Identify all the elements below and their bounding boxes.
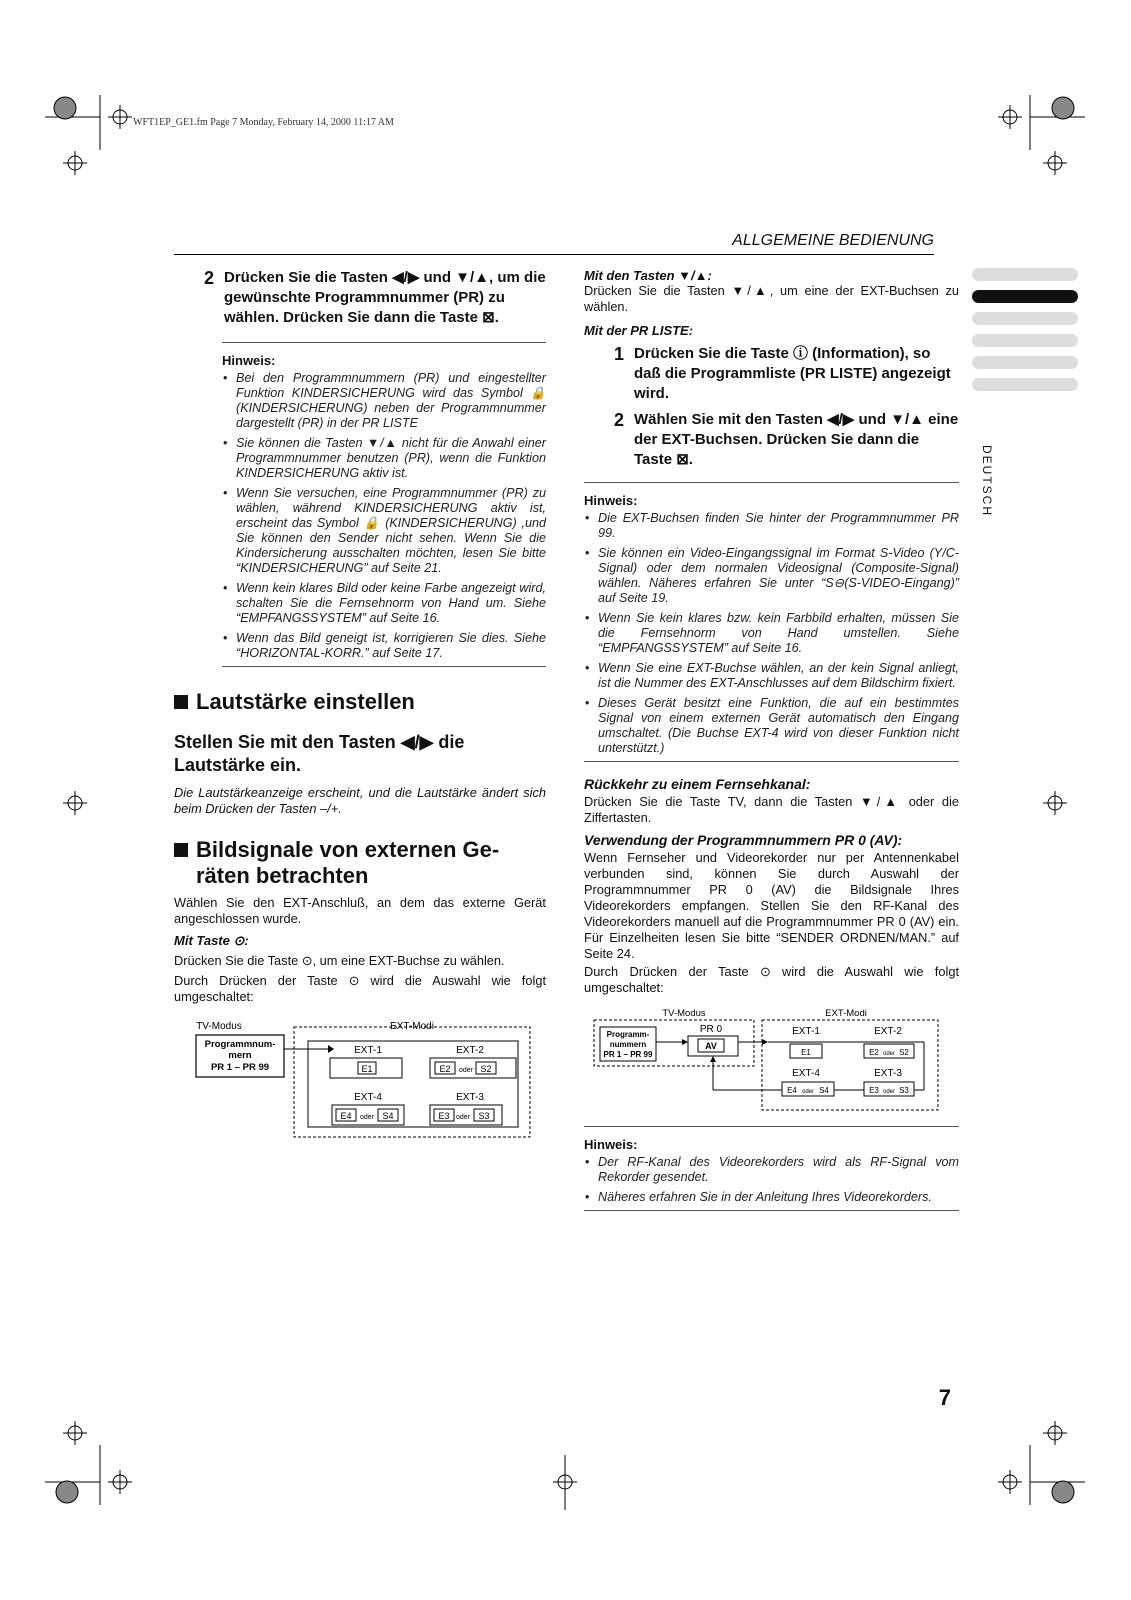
av-label: AV	[705, 1041, 717, 1051]
note-rule	[584, 1126, 959, 1127]
section-bullet	[174, 843, 188, 857]
ext2-label: EXT-2	[874, 1026, 902, 1037]
e2-label: E2	[869, 1048, 879, 1057]
oder-label: oder	[359, 1114, 375, 1121]
right-step-2	[614, 410, 959, 470]
e4-label: E4	[787, 1086, 797, 1095]
side-tab-3	[972, 312, 1078, 325]
e1-label: E1	[801, 1048, 811, 1057]
oder-label: oder	[882, 1089, 896, 1095]
mit-tasten-title: Mit den Tasten ▼/▲:	[584, 268, 712, 283]
ext1-label: EXT-1	[354, 1045, 382, 1056]
mit-tasten-text: Drücken Sie die Tasten ▼/▲, um eine der EXT-Buchsen zu wählen.	[584, 283, 959, 314]
s3-label: S3	[899, 1086, 909, 1095]
step-text: Drücken Sie die Taste ⓘ (Information), so daß die Programmliste (PR LISTE) angezeigt wird.	[634, 345, 951, 402]
note-item: • Sie können ein Video-Eingangssignal im Format S-Video (Y/C-Signal) oder dem normalen Videosignal (Composite-Signal) wählen. Näheres erfahren Sie unter “S⊖(S-VIDEO-Eingang)” auf Seite 19.	[584, 546, 959, 606]
volume-title: Lautstärke einstellen	[196, 689, 415, 714]
header-rule	[174, 254, 934, 255]
step-number: 2	[204, 268, 215, 288]
s4-label: S4	[382, 1111, 394, 1121]
e3-label: E3	[869, 1086, 879, 1095]
oder-label: oder	[458, 1067, 474, 1074]
note-item: • Dieses Gerät besitzt eine Funktion, die auf ein bestimmtes Signal von einem externen Gerät automatisch den Eingang umschaltet. (Die Buchse EXT-4 wird von dieser Funktion nicht unterstützt.)	[584, 696, 959, 756]
prog-box-line: mern	[228, 1050, 252, 1061]
pr0-label: PR 0	[699, 1024, 723, 1035]
step-text-line: wählen. Drücken Sie dann die Taste ⊠.	[224, 309, 499, 326]
right-step-1	[614, 344, 959, 404]
prog-box-line: Programm-	[606, 1030, 650, 1039]
side-tab-active	[972, 290, 1078, 303]
ext-intro: Wählen Sie den EXT-Anschluß, an dem das externe Gerät angeschlossen wurde.	[174, 895, 546, 926]
diagram-tv-label: TV-Modus	[196, 1021, 242, 1032]
note-list	[222, 371, 546, 661]
page-number: 7	[938, 1385, 951, 1410]
note-item: • Wenn Sie eine EXT-Buchse wählen, an der kein Signal anliegt, ist die Nummer des EXT-Anschlusses auf dem Bildschirm fixiert.	[584, 661, 959, 691]
note-item: • Wenn Sie kein klares bzw. kein Farbbild erhalten, müssen Sie die Fernsehnorm von Hand umstellen. Siehe “EMPFANGSSYSTEM” auf Seite 16.	[584, 611, 959, 656]
note-item: • Bei den Programmnummern (PR) und eingestellter Funktion KINDERSICHERUNG wird das Symbol 🔒 (KINDERSICHERUNG) neben der Programmnummer dargestellt (PR) in der PR LISTE	[222, 371, 546, 431]
ext4-label: EXT-4	[792, 1068, 820, 1079]
volume-text: Die Lautstärkeanzeige erscheint, und die Lautstärke ändert sich beim Drücken der Tasten –/+.	[174, 785, 546, 816]
step-number: 2	[614, 410, 625, 430]
step-text-line: gewünschte Programmnummer (PR) zu	[224, 289, 505, 306]
s2-label: S2	[899, 1048, 909, 1057]
note-item: • Der RF-Kanal des Videorekorders wird als RF-Signal vom Rekorder gesendet.	[584, 1155, 959, 1185]
ext3-label: EXT-3	[874, 1068, 902, 1079]
s4-label: S4	[819, 1086, 829, 1095]
e4-label: E4	[340, 1111, 352, 1121]
pr0-text-2: Durch Drücken der Taste ⊙ wird die Auswahl wie folgt umgeschaltet:	[584, 964, 959, 995]
ext-mode-diagram	[174, 1019, 546, 1149]
ext-title-line: Bildsignale von externen Ge-	[196, 837, 500, 862]
e1-label: E1	[361, 1064, 373, 1074]
note-rule	[584, 1210, 959, 1211]
e2-label: E2	[439, 1064, 451, 1074]
pr0-title: Verwendung der Programmnummern PR 0 (AV):	[584, 832, 903, 848]
volume-subtitle: Stellen Sie mit den Tasten ◀/▶ die Lautstärke ein.	[174, 732, 465, 775]
note-list	[584, 1155, 959, 1205]
diagram-ext-label: EXT-Modi	[390, 1021, 434, 1032]
s2-label: S2	[480, 1064, 492, 1074]
mit-pr-liste-title: Mit der PR LISTE:	[584, 323, 694, 338]
side-tab-4	[972, 334, 1078, 347]
pr0-mode-diagram	[584, 1006, 959, 1118]
ext-heading	[174, 837, 546, 889]
pr0-text: Wenn Fernseher und Videorekorder nur per Antennenkabel verbunden sind, können Sie durch Auswahl der Programmnummer PR 0 (AV) die Bildsignale Ihres Videorekorders empfangen. Stellen Sie den RF-Kanal des Videorekorders manuell auf die Programmnummer PR 0 (AV) ein. Für Einzelheiten lesen Sie bitte “SENDER ORDNEN/MAN.” auf Seite 24.	[584, 850, 959, 961]
ext3-label: EXT-3	[456, 1092, 484, 1103]
step-2	[204, 268, 546, 328]
note-title: Hinweis:	[584, 493, 638, 508]
section-bullet	[174, 695, 188, 709]
volume-heading	[174, 689, 546, 715]
file-meta: WFT1EP_GE1.fm Page 7 Monday, February 14, 2000 11:17 AM	[133, 117, 394, 128]
step-number: 1	[614, 344, 625, 364]
oder-label: oder	[801, 1089, 815, 1095]
note-item: • Wenn kein klares Bild oder keine Farbe angezeigt wird, schalten Sie die Fernsehnorm von Hand um. Siehe “EMPFANGSSYSTEM” auf Seite 16.	[222, 581, 546, 626]
ext-paragraph-2: Durch Drücken der Taste ⊙ wird die Auswahl wie folgt umgeschaltet:	[174, 973, 546, 1004]
side-tab-1	[972, 268, 1078, 281]
left-column	[174, 268, 546, 1149]
note-item: • Wenn Sie versuchen, eine Programmnummer (PR) zu wählen, während KINDERSICHERUNG aktiv ist, erscheint das Symbol 🔒 (KINDERSICHERUNG) ,und Sie können den Sender nicht sehen. Wenn Sie die Kindersicherung ausschalten möchten, lesen Sie bitte “KINDERSICHERUNG” auf Seite 21.	[222, 486, 546, 576]
side-language-label: DEUTSCH	[980, 445, 994, 518]
prog-box-line: PR 1 – PR 99	[210, 1062, 270, 1073]
right-column	[584, 268, 959, 1211]
note-box	[222, 353, 546, 661]
diagram-tv-label: TV-Modus	[662, 1008, 706, 1019]
e3-label: E3	[438, 1111, 450, 1121]
note-list	[584, 511, 959, 756]
note-item: • Wenn das Bild geneigt ist, korrigieren Sie dies. Siehe “HORIZONTAL-KORR.” auf Seite 17.	[222, 631, 546, 661]
ext-paragraph-1: Drücken Sie die Taste ⊙, um eine EXT-Buchse zu wählen.	[174, 953, 505, 968]
oder-label: oder	[455, 1114, 471, 1121]
ext2-label: EXT-2	[456, 1045, 484, 1056]
prog-box-line: Programmnum-	[204, 1039, 276, 1050]
note-title: Hinweis:	[222, 353, 276, 368]
section-header: ALLGEMEINE BEDIENUNG	[732, 232, 934, 249]
ext-mit-taste: Mit Taste ⊙:	[174, 933, 249, 948]
prog-box-line: PR 1 – PR 99	[603, 1050, 653, 1059]
side-tab-6	[972, 378, 1078, 391]
note-item: • Die EXT-Buchsen finden Sie hinter der Programmnummer PR 99.	[584, 511, 959, 541]
s3-label: S3	[478, 1111, 490, 1121]
side-tab-5	[972, 356, 1078, 369]
oder-label: oder	[882, 1051, 896, 1057]
step-text: Wählen Sie mit den Tasten ◀/▶ und ▼/▲ eine der EXT-Buchsen. Drücken Sie dann die Taste ⊠.	[634, 411, 959, 468]
note-item: • Näheres erfahren Sie in der Anleitung Ihres Videorekorders.	[584, 1190, 959, 1205]
diagram-ext-label: EXT-Modi	[825, 1008, 867, 1019]
prog-box-line: nummern	[609, 1040, 647, 1049]
note-rule	[584, 482, 959, 483]
ext-title-line: räten betrachten	[196, 863, 369, 888]
note-title: Hinweis:	[584, 1137, 638, 1152]
note-item: • Sie können die Tasten ▼/▲ nicht für die Anwahl einer Programmnummer benutzen (PR), wenn die Funktion KINDERSICHERUNG aktiv ist.	[222, 436, 546, 481]
note-rule	[222, 342, 546, 343]
note-rule	[222, 666, 546, 667]
rueckkehr-title: Rückkehr zu einem Fernsehkanal:	[584, 776, 811, 792]
note-rule	[584, 761, 959, 762]
step-text-line: Drücken Sie die Tasten ◀/▶ und ▼/▲, um die	[224, 269, 546, 286]
rueckkehr-text: Drücken Sie die Taste TV, dann die Tasten ▼/▲ oder die Ziffertasten.	[584, 794, 959, 825]
ext1-label: EXT-1	[792, 1026, 820, 1037]
ext4-label: EXT-4	[354, 1092, 382, 1103]
